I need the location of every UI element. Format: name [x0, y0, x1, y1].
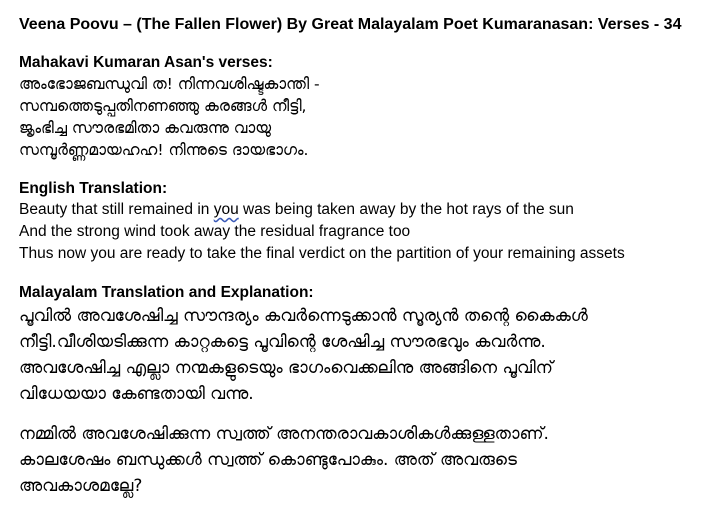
- explanation-line: പൂവിൽ അവശേഷിച്ച സൗന്ദര്യം കവർന്നെടുക്കാൻ സൂര്യൻ തന്റെ കൈകൾ: [19, 306, 588, 326]
- explanation-line: വിധേയയാ കേണ്ടതായി വന്നു.: [19, 384, 254, 404]
- verse-line: അംഭോജബന്ധുവി ത! നിന്നവശിഷ്ടകാന്തി -: [19, 75, 320, 93]
- verses-heading: Mahakavi Kumaran Asan's verses:: [19, 54, 273, 71]
- english-line-text: Beauty that still remained in: [19, 201, 214, 218]
- english-heading: English Translation:: [19, 180, 168, 197]
- english-line: [19, 199, 719, 221]
- verse-line: സമ്പത്തെടുപ്പതിനണഞ്ഞു കരങ്ങൾ നീട്ടി,: [19, 97, 307, 115]
- english-section: [19, 179, 719, 265]
- explanation-paragraph: [19, 421, 719, 499]
- explanation-line: അവശേഷിച്ച എല്ലാ നന്മകളുടെയും ഭാഗംവെക്കലിനു അങ്ങിനെ പൂവിന്: [19, 358, 553, 378]
- english-line-text: was being taken away by the hot rays of the sun: [238, 201, 574, 218]
- spellcheck-flagged-word: you: [213, 201, 239, 218]
- page-title: Veena Poovu – (The Fallen Flower) By Great Malayalam Poet Kumaranasan: Verses - 34: [19, 16, 682, 33]
- explanation-line: നീട്ടി.വീശിയടിക്കുന്ന കാറ്റകട്ടെ പൂവിന്റെ ശേഷിച്ച സൗരഭവും കവർന്നു.: [19, 332, 546, 352]
- explanation-line: കാലശേഷം ബന്ധുക്കൾ സ്വത്ത് കൊണ്ടുപോകും. അത് അവരുടെ: [19, 450, 517, 470]
- malayalam-explanation-heading: Malayalam Translation and Explanation:: [19, 284, 314, 301]
- english-line: And the strong wind took away the residual fragrance too: [19, 223, 411, 240]
- verse-line: സമ്പൂർണ്ണമായഹഹ! നിന്നുടെ ദായഭാഗം.: [19, 141, 309, 159]
- verse-line: ജൃംഭിച്ച സൗരഭമിതാ കവരുന്നു വായു: [19, 119, 272, 137]
- explanation-line: നമ്മിൽ അവശേഷിക്കുന്ന സ്വത്ത് അനന്തരാവകാശികൾക്കുള്ളതാണ്.: [19, 424, 549, 444]
- explanation-line: അവകാശമല്ലേ?: [19, 476, 143, 496]
- malayalam-explanation-section: [19, 283, 719, 499]
- english-line: Thus now you are ready to take the final verdict on the partition of your remaining assets: [19, 245, 625, 262]
- verses-section: [19, 53, 719, 161]
- explanation-paragraph: [19, 303, 719, 407]
